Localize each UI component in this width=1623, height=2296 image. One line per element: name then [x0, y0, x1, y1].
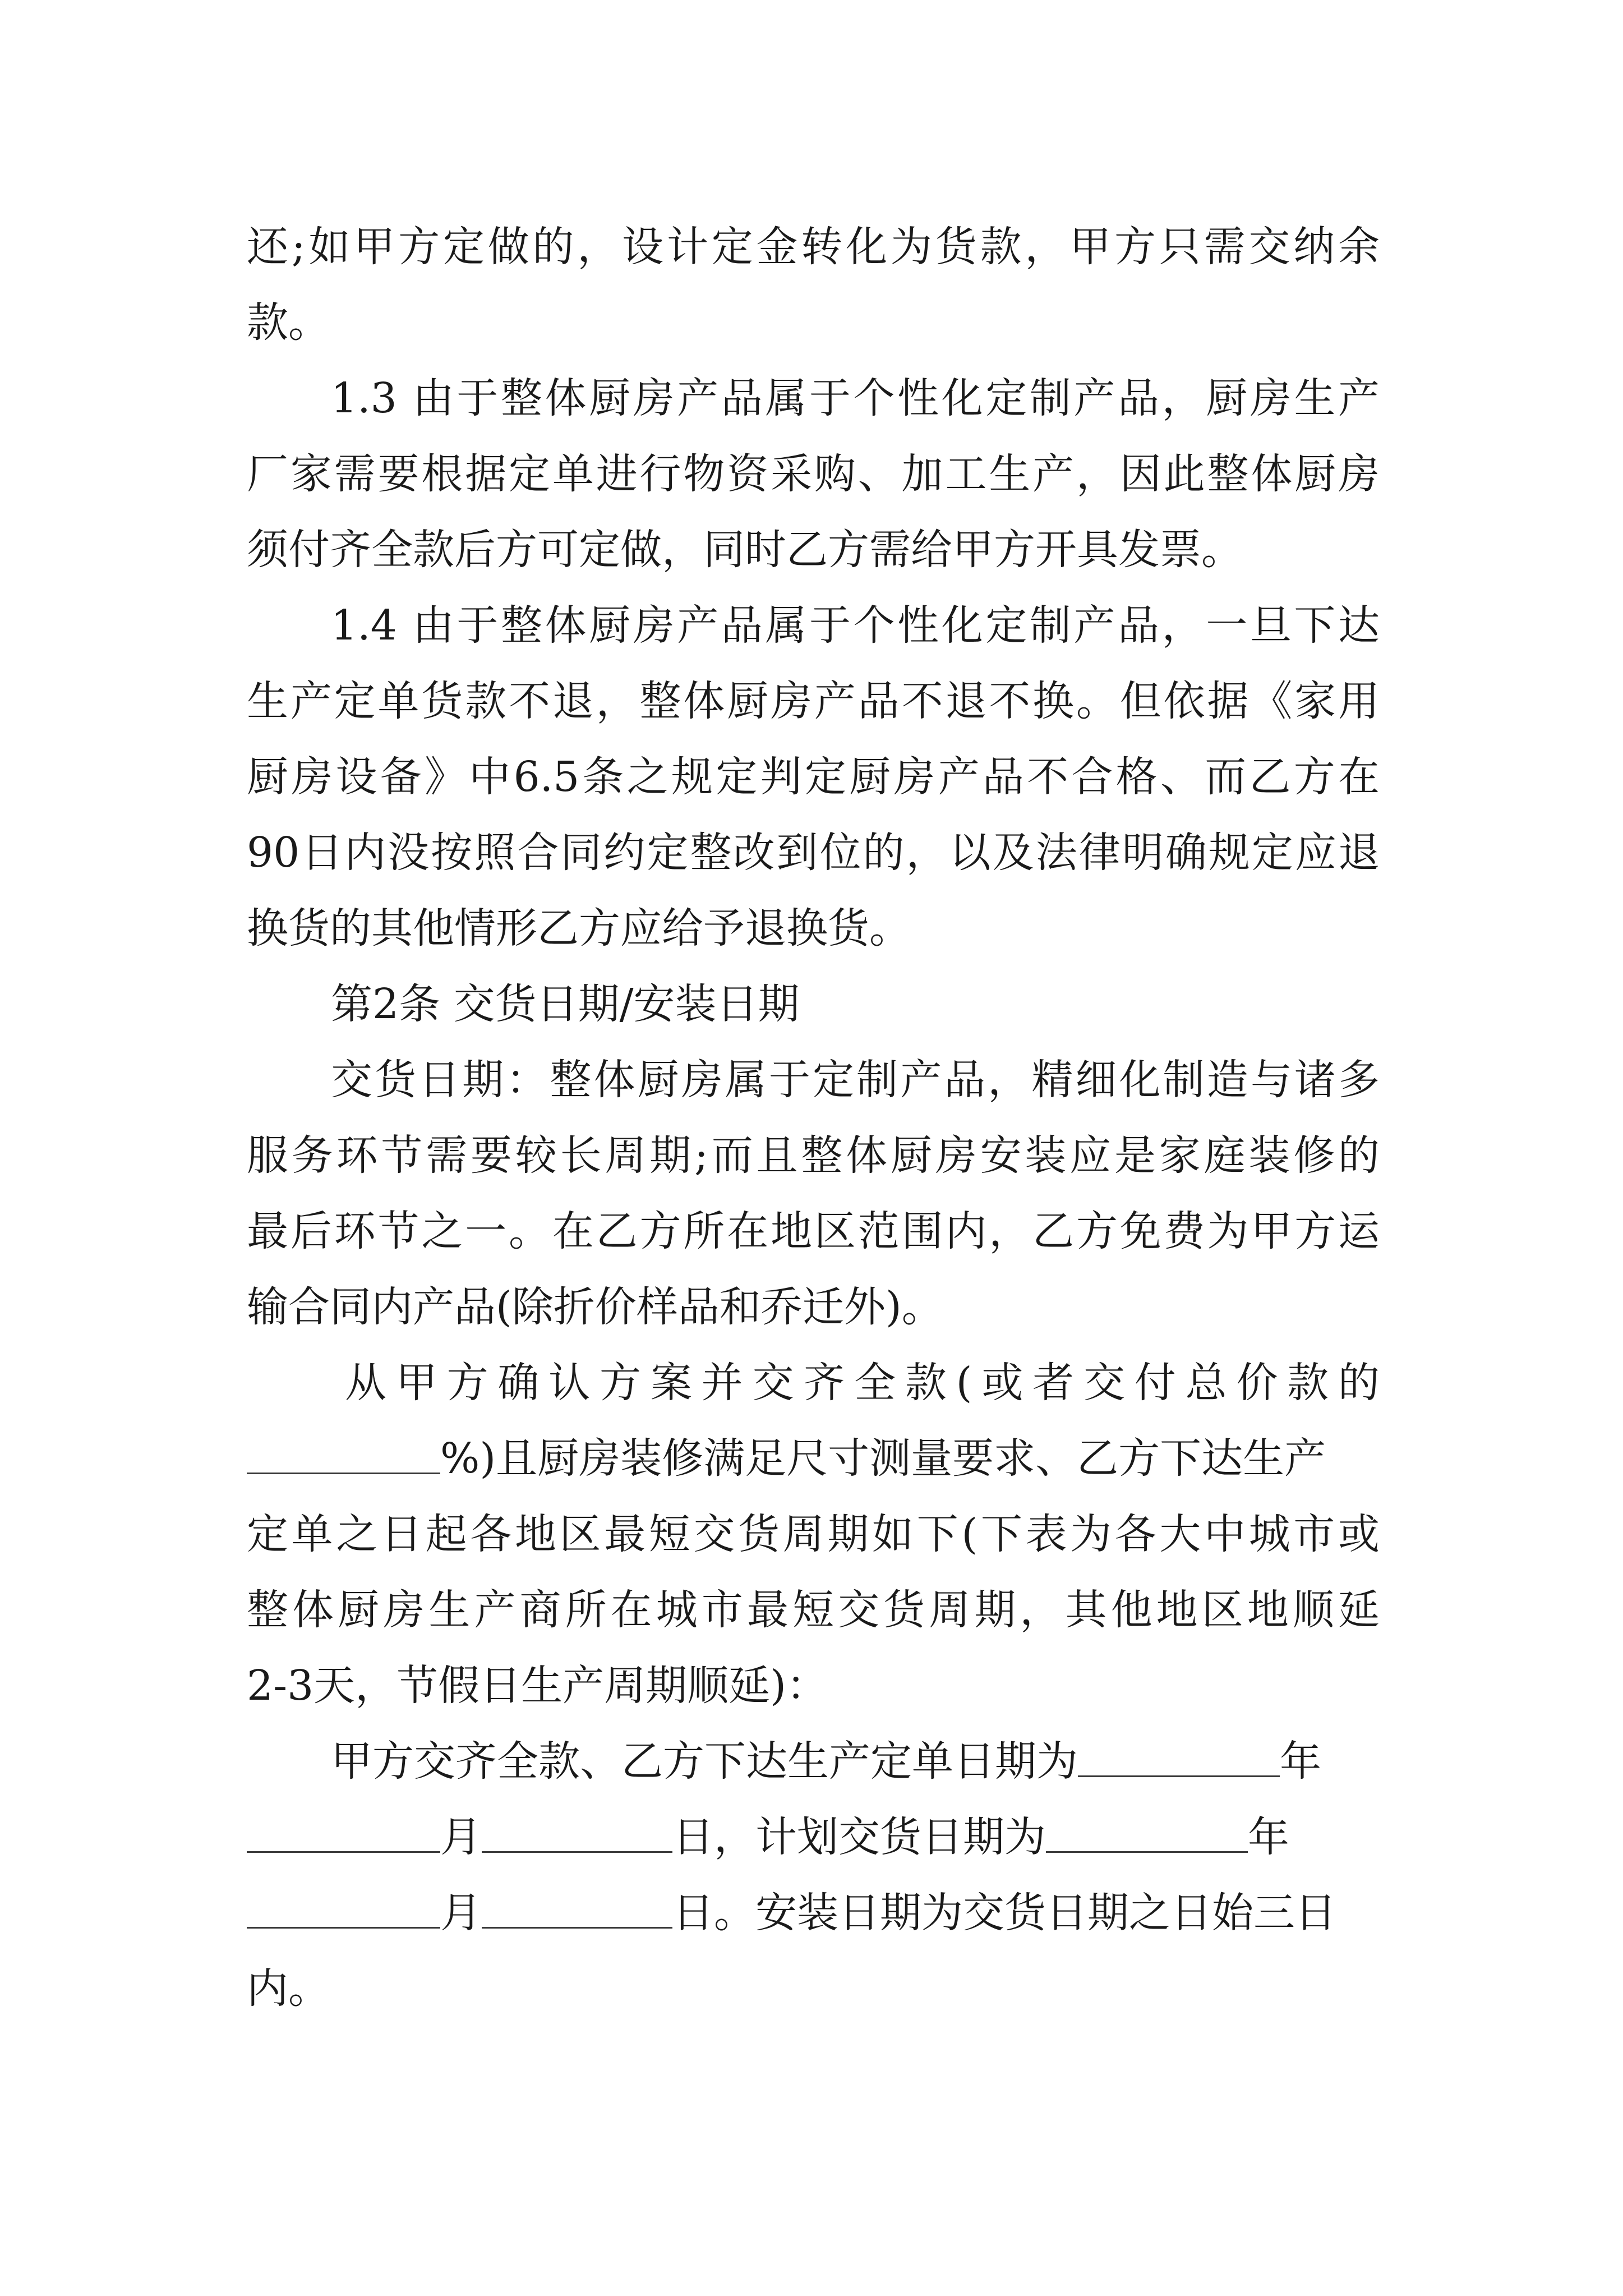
- month-label: 月: [440, 1889, 482, 1937]
- paragraph-line: 款。: [247, 298, 330, 347]
- year-label: 年: [1248, 1813, 1289, 1861]
- paragraph-line: 内。: [247, 1964, 330, 2013]
- paragraph-line: 换货的其他情形乙方应给予退换货。: [247, 904, 911, 953]
- day-blank[interactable]: [482, 1806, 672, 1853]
- line-text: 日，计划交货日期为: [672, 1813, 1046, 1861]
- year-blank[interactable]: [1046, 1806, 1248, 1853]
- day-blank[interactable]: [482, 1882, 672, 1929]
- paragraph-line: 还;如甲方定做的，设计定金转化为货款，甲方只需交纳余: [247, 223, 1380, 271]
- month-label: 月: [440, 1813, 482, 1861]
- year-label: 年: [1280, 1737, 1321, 1786]
- paragraph-line: 生产定单货款不退，整体厨房产品不退不换。但依据《家用: [247, 677, 1380, 725]
- line-text: %)且厨房装修满足尺寸测量要求、乙方下达生产: [440, 1434, 1326, 1483]
- order-date-line: [331, 1731, 1380, 1792]
- month-blank[interactable]: [247, 1882, 440, 1929]
- clause-1-3-line: 1.3 由于整体厨房产品属于个性化定制产品，厨房生产: [331, 374, 1380, 422]
- paragraph-line: 90日内没按照合同约定整改到位的，以及法律明确规定应退: [247, 829, 1380, 877]
- paragraph-line: 须付齐全款后方可定做，同时乙方需给甲方开具发票。: [247, 526, 1243, 574]
- paragraph-line: 整体厨房生产商所在城市最短交货周期，其他地区地顺延: [247, 1586, 1380, 1634]
- paragraph-line: 定单之日起各地区最短交货周期如下(下表为各大中城市或: [247, 1510, 1380, 1558]
- paragraph-line: 输合同内产品(除折价样品和乔迁外)。: [247, 1283, 943, 1331]
- clause-1-4-line: 1.4 由于整体厨房产品属于个性化定制产品，一旦下达: [331, 601, 1380, 650]
- paragraph-line: 厨房设备》中6.5条之规定判定厨房产品不合格、而乙方在: [247, 753, 1380, 801]
- delivery-plan-line: [247, 1806, 1380, 1868]
- delivery-date-line: 交货日期：整体厨房属于定制产品，精细化制造与诸多: [331, 1056, 1380, 1104]
- paragraph-line: 厂家需要根据定单进行物资采购、加工生产，因此整体厨房: [247, 450, 1380, 498]
- paragraph-line: 2-3天，节假日生产周期顺延)：: [247, 1662, 828, 1710]
- line-text: 日。安装日期为交货日期之日始三日: [672, 1889, 1336, 1937]
- percentage-line: [247, 1428, 1380, 1489]
- line-text: 甲方交齐全款、乙方下达生产定单日期为: [331, 1737, 1078, 1786]
- install-date-line: [247, 1882, 1380, 1944]
- article-2-heading: 第2条 交货日期/安装日期: [331, 980, 800, 1028]
- percentage-blank[interactable]: [247, 1428, 440, 1474]
- paragraph-line: 最后环节之一。在乙方所在地区范围内，乙方免费为甲方运: [247, 1207, 1380, 1255]
- year-blank[interactable]: [1078, 1731, 1280, 1777]
- paragraph-line: 从甲方确认方案并交齐全款(或者交付总价款的: [345, 1359, 1380, 1407]
- month-blank[interactable]: [247, 1806, 440, 1853]
- paragraph-line: 服务环节需要较长周期;而且整体厨房安装应是家庭装修的: [247, 1131, 1380, 1180]
